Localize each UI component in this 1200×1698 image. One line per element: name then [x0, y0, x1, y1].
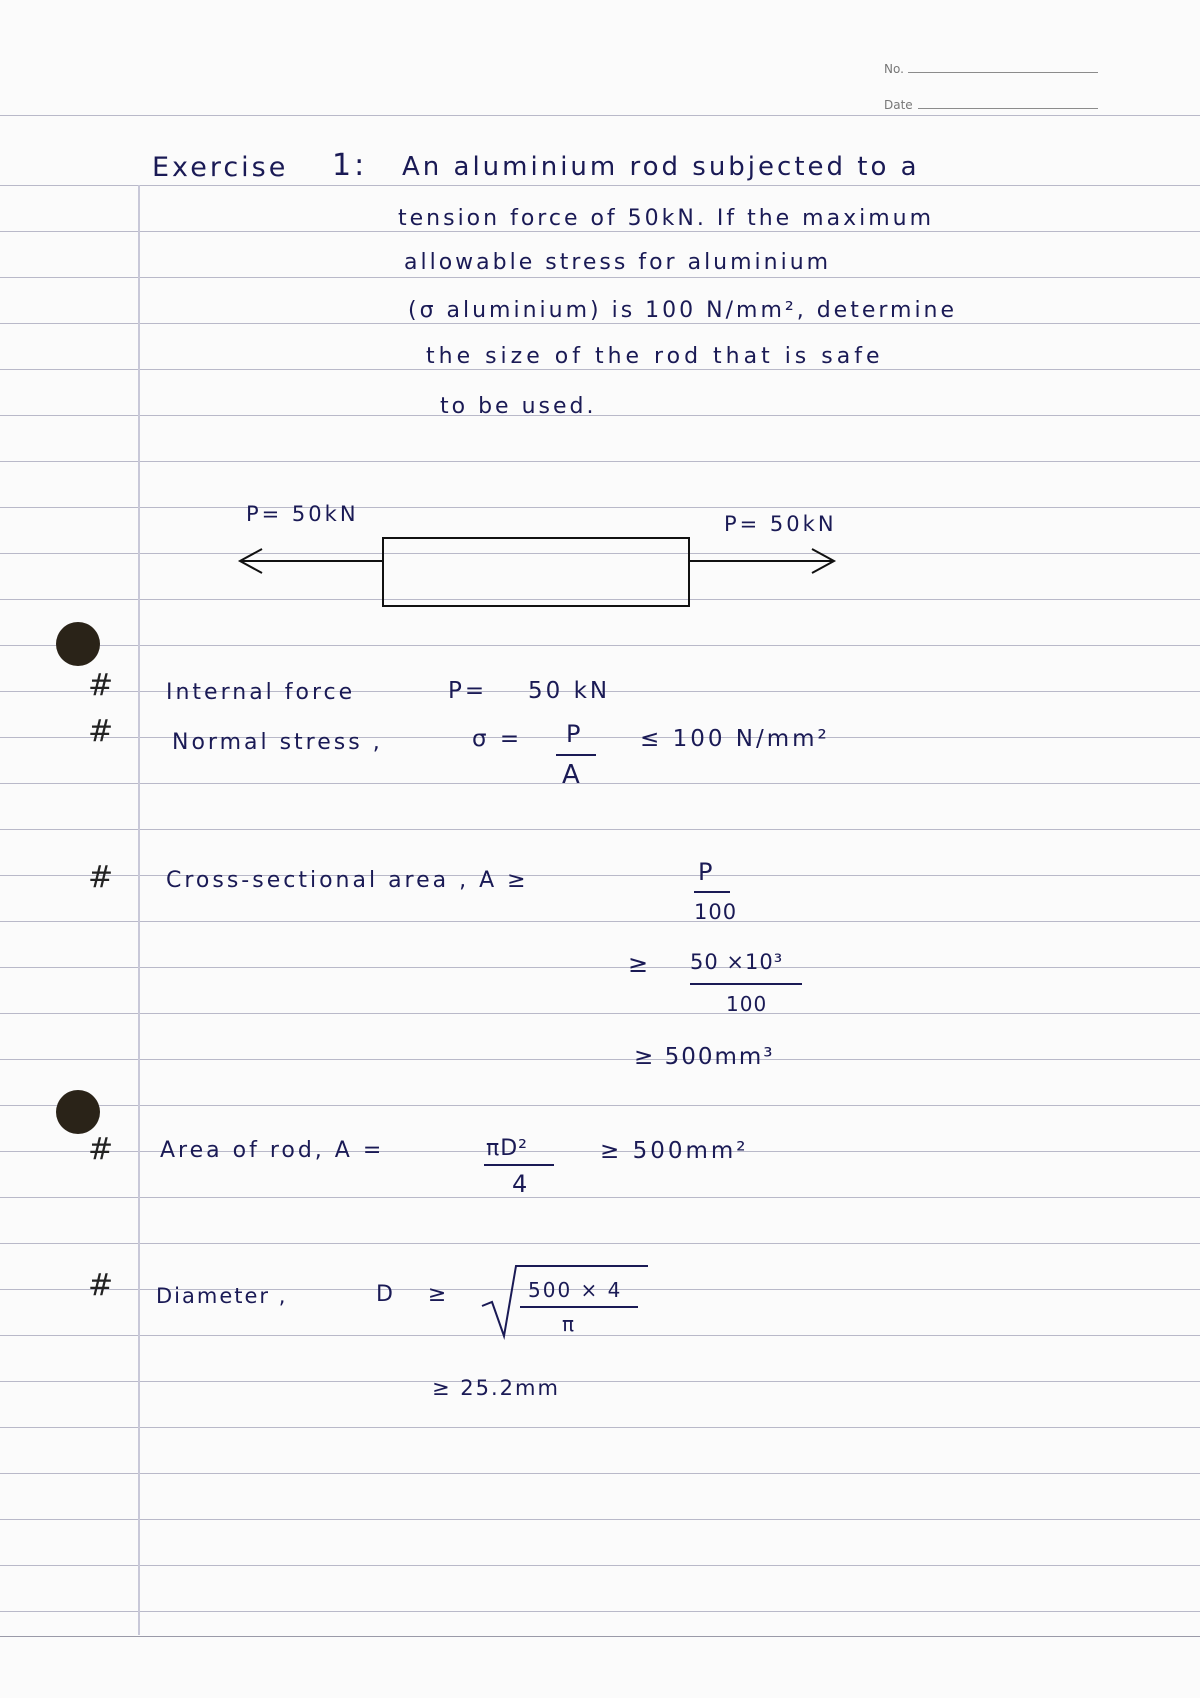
internal-force-value: 50 kN — [528, 678, 611, 704]
exercise-number: 1: — [332, 148, 368, 183]
normal-stress-label: Normal stress , — [172, 730, 383, 755]
ruled-line — [0, 783, 1200, 784]
diameter-denominator: π — [562, 1312, 578, 1336]
area-rod-numerator: πD² — [486, 1136, 529, 1161]
left-force-label: P= 50kN — [246, 502, 359, 526]
diameter-result: ≥ 25.2mm — [432, 1376, 560, 1400]
ruled-line — [0, 1611, 1200, 1612]
punch-hole — [56, 622, 100, 666]
bullet-hash-icon: # — [88, 860, 114, 895]
ruled-line — [0, 829, 1200, 830]
normal-stress-fraction-bar — [556, 754, 596, 756]
normal-stress-sigma: σ = — [472, 726, 523, 752]
ruled-line — [0, 1059, 1200, 1060]
diameter-var: D ≥ — [376, 1282, 461, 1307]
no-label: No. — [884, 62, 904, 76]
exercise-line-4: (σ aluminium) is 100 N/mm², determine — [408, 298, 958, 323]
bullet-hash-icon: # — [88, 1268, 114, 1303]
cross-section-numerator: P — [698, 858, 716, 886]
area-rod-denominator: 4 — [512, 1170, 531, 1198]
rod-diagram — [0, 0, 1200, 700]
bullet-hash-icon: # — [88, 668, 114, 703]
punch-hole — [56, 1090, 100, 1134]
exercise-line-3: allowable stress for aluminium — [404, 250, 832, 275]
cross-section-denominator-2: 100 — [726, 992, 768, 1016]
exercise-line-2: tension force of 50kN. If the maximum — [398, 206, 935, 231]
ruled-line — [0, 1427, 1200, 1428]
area-rod-fraction-bar — [484, 1164, 554, 1166]
diameter-numerator: 500 × 4 — [528, 1278, 623, 1302]
rod-rectangle — [383, 538, 689, 606]
ruled-line — [0, 921, 1200, 922]
ruled-line — [0, 1197, 1200, 1198]
ruled-line — [0, 1243, 1200, 1244]
ruled-line — [0, 1381, 1200, 1382]
ruled-line-bottom — [0, 1636, 1200, 1637]
ruled-line — [0, 1519, 1200, 1520]
area-rod-result: ≥ 500mm² — [600, 1138, 749, 1164]
cross-section-fraction-bar-2 — [690, 983, 802, 985]
diameter-fraction-bar — [520, 1306, 638, 1308]
ruled-line — [0, 1105, 1200, 1106]
date-label: Date — [884, 98, 913, 112]
ruled-line — [0, 1013, 1200, 1014]
ruled-line — [0, 1565, 1200, 1566]
cross-section-fraction-bar — [694, 891, 730, 893]
cross-section-label: Cross-sectional area , A ≥ — [166, 868, 529, 893]
normal-stress-limit: ≤ 100 N/mm² — [640, 726, 830, 752]
cross-section-numerator-2: 50 ×10³ — [690, 950, 784, 974]
exercise-line-5: the size of the rod that is safe — [426, 344, 884, 369]
cross-section-result: ≥ 500mm³ — [634, 1044, 775, 1070]
bullet-hash-icon: # — [88, 714, 114, 749]
ruled-line — [0, 967, 1200, 968]
bullet-hash-icon: # — [88, 1132, 114, 1167]
normal-stress-numerator: P — [566, 720, 584, 748]
internal-force-eq: P= — [448, 678, 488, 704]
exercise-label: Exercise — [152, 152, 289, 183]
diameter-label: Diameter , — [156, 1284, 288, 1308]
normal-stress-denominator: A — [562, 760, 583, 790]
ruled-line — [0, 1473, 1200, 1474]
area-rod-label: Area of rod, A = — [160, 1138, 385, 1163]
exercise-line-6: to be used. — [440, 394, 597, 419]
right-force-label: P= 50kN — [724, 512, 837, 536]
cross-section-denominator: 100 — [694, 900, 738, 924]
internal-force-label: Internal force — [166, 680, 356, 705]
cross-section-rel-2: ≥ — [628, 950, 652, 978]
exercise-line-1: An aluminium rod subjected to a — [402, 152, 920, 182]
